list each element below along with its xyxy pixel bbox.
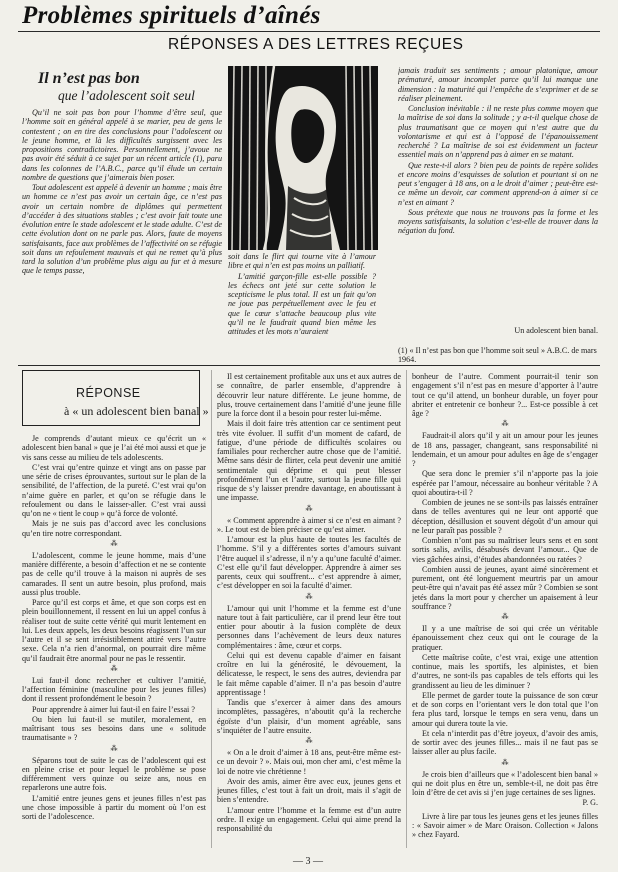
paragraph: Lui faut-il donc rechercher et cultiver l’amitié, l’affection féminine (masculine pour les jeunes filles) dont il ressent profondément le besoin ? — [22, 675, 206, 704]
section-separator: ⁂ — [110, 539, 118, 548]
section-separator: ⁂ — [501, 420, 509, 429]
paragraph: L’amitié garçon-fille est-elle possible ? les échecs ont jeté sur cette solution le scepticisme le plus total. Il est un fait qu’on ne joue pas perpétuellement avec le feu et que le cœur s’attache beaucoup plus vite qu’il ne le faudrait quand bien même les attitudes et les mots n’auraient — [228, 271, 376, 336]
reponse-column-3 — [412, 372, 598, 850]
paragraph: Que sera donc le premier s’il n’apporte pas la joie espérée par l’amour, nécessaire au bonheur véritable ? A quoi aboutira-t-il ? — [412, 469, 598, 497]
column-divider — [406, 370, 407, 848]
section-separator: ⁂ — [501, 613, 509, 621]
paragraph: L’amitié entre jeunes gens et jeunes filles n’est pas une chose impossible à partir du moment où l’on est sorti de l’adolescence. — [22, 793, 206, 821]
paragraph: Combien n’ont pas su maîtriser leurs sens et en sont sortis salis, avilis, désabusés devant l’amour... Que de vies gâchées ainsi, d’études abandonnées ou ratées ? — [412, 536, 598, 564]
paragraph: Avoir des amis, aimer être avec eux, jeunes gens et jeunes filles, c’est tout à fait un droit, mais il s’agit de bien s’entendre. — [217, 776, 401, 805]
letter-signature: Un adolescent bien banal. — [514, 326, 598, 335]
paragraph: C’est vrai qu’entre quinze et vingt ans on passe par une série de crises éprouvantes, surtout sur le plan de la sensibilité, de l’affection, de la pureté. C’est vrai qu’on n’aime guère en parler, et qu’on se réfugie dans le refoulement ou dans le laisser-aller. C’est vrai aussi qu’on ne « tient le coup » qu’à force de volonté. — [22, 462, 206, 518]
paragraph: Combien aussi de jeunes, ayant aimé sincèrement et purement, ont été longuement meurtris par un amour peut-être qui n’avait pas été assez mûr ? Combien se sont jetés dans la mort pour y chercher un apaisement à leur souffrance ? — [412, 564, 598, 611]
paragraph: Ou bien lui faut-il se mutiler, moralement, en maîtrisant tous ses besoins dans une « solitude traumatisante » ? — [22, 714, 206, 743]
paragraph: « Comment apprendre à aimer si ce n’est en aimant ? ». Le tout est de bien préciser ce qu’est aimer. — [217, 515, 401, 534]
paragraph: Mais il doit faire très attention car ce sentiment peut très vite évoluer. Il suffit d’un moment de cafard, de fatigue, d’une période de difficultés scolaires ou familiales pour rechercher autre chose que de l’amitié. Même sans désir de flirter, cela peut devenir une amitié sentimentale qui déprime et qui peut blesser profondément l’un et l’autre, surtout la jeune fille qui risque de s’y laisser prendre davantage, en aboutissant à une impasse. — [217, 419, 401, 503]
reponse-signature: P. G. — [582, 798, 598, 808]
letter-column-1 — [22, 108, 222, 360]
reading-recommendation: Livre à lire par tous les jeunes gens et les jeunes filles : « Savoir aimer » de Marc Oraison. Collection « Jalons » chez Fayard. — [412, 811, 598, 839]
section-separator: ⁂ — [305, 737, 313, 745]
paragraph: Tout adolescent est appelé à devenir un homme ; mais être un homme ce n’est pas avoir un certain âge, ce n’est pas avoir un certain nombre de diplômes qui permettent d’accéder à des situations stables ; c’est avoir fait toute une évolution entre le stade adolescent et le stade adulte. C’est de cette évolution dont on ne parle pas. Alors, faute de moyens satisfaisants, face aux problèmes de l’affectivité on se réfugie soit dans un refoulement mauvais et qui ne remet qu’à plus tard la solution d’un problème plus aigu au fur et à mesure que le temps passe, — [22, 183, 222, 276]
paragraph: Combien de jeunes ne se sont-ils pas laissés entraîner dans de telles aventures qui ne leur ont apporté que déception, désillusion et souvent dégoût d’un amour qui ne leur paraît pas possible ? — [412, 498, 598, 535]
woodcut-illustration — [228, 66, 378, 250]
column-divider — [211, 370, 212, 848]
paragraph: L’amour est la plus haute de toutes les facultés de l’homme. S’il y a différentes sortes d’amours suivant l’être auquel il s’adresse, il n’y a qu’une faculté d’aimer. C’est elle qu’il faut développer. Apprendre à aimer ses parents, ceux qui souffrent... c’est apprendre à aimer, c’est développer en soi la faculté d’aimer. — [217, 535, 401, 591]
letter-column-3 — [398, 66, 598, 312]
letter-headline-2: que l’adolescent soit seul — [58, 88, 195, 103]
paragraph: « On a le droit d’aimer à 18 ans, peut-être même est-ce un devoir ? ». Mais oui, mon cher ami, c’est même la loi de notre vie chrétienne ! — [217, 748, 401, 776]
paragraph: L’amour entre l’homme et la femme est d’un autre ordre. Il exige un engagement. Celui qui aime prend la responsabilité du — [217, 805, 401, 833]
paragraph: Et cela n’interdit pas d’être joyeux, d’avoir des amis, de sortir avec des jeunes filles... mais il ne faut pas se laisser aller au plus facile. — [412, 728, 598, 757]
paragraph: Il est certainement profitable aux uns et aux autres de se connaître, de parler ensemble, d’apprendre à découvrir leur nature différente. Le jeune homme, de plus, trouve certainement dans l’amitié d’une jeune fille pure la force dont il a besoin pour rester lui-même. — [217, 372, 401, 418]
paragraph: Celui qui est devenu capable d’aimer en faisant croître en lui la générosité, le dévouement, la délicatesse, le respect, le sens des autres, deviendra par le fait même capable d’aimer. Il n’a pas besoin d’autre apprentissage ! — [217, 650, 401, 697]
paragraph: Je crois bien d’ailleurs que « l’adolescent bien banal » qui ne doit plus en être un, semble-t-il, ne doit pas être loin d’être de cet avis si j’en juge certaines de ses lignes. — [412, 769, 598, 797]
letter-headline: Il n’est pas bon — [38, 70, 140, 87]
reponse-column-1 — [22, 434, 206, 850]
paragraph: Elle permet de garder toute la puissance de son cœur et de son corps en l’orientant vers le don total que l’on fera plus tard, lorsque le temps en sera venu, dans un amour qui durera toute la vie. — [412, 690, 598, 728]
section-separator: ⁂ — [501, 758, 509, 767]
page-title: Problèmes spirituels d’aînés — [22, 2, 321, 29]
paragraph: Parce qu’il est corps et âme, et que son corps est en plein bouillonnement, il ressent en lui un appel confus à réaliser tout de suite cette vérité qui murit lentement en lui. Les deux appels, les deux besoins réagissent l’un sur l’autre et il se sent irrésistiblement attiré vers l’autre sexe. Cela n’a rien d’anormal, on pourrait dire même qu’il faudrait être anormal pour ne pas le ressentir. — [22, 598, 206, 663]
paragraph: Cette maîtrise coûte, c’est vrai, exige une attention continue, mais les sportifs, les alpinistes, et bien d’autres, ne sont-ils pas capables de tels efforts qui les grandissent au lieu de les diminuer ? — [412, 652, 598, 690]
paragraph: Il y a une maîtrise de soi qui crée un véritable épanouissement chez ceux qui ont le courage de la pratiquer. — [412, 624, 598, 652]
paragraph: L’adolescent, comme le jeune homme, mais d’une manière différente, a besoin d’affection et ne se contente pas de celle qu’il trouve à la maison ni auprès de ses camarades. Il sent un autre besoin, plus profond, mais aussi plus trouble. — [22, 550, 206, 597]
paragraph: Je comprends d’autant mieux ce qu’écrit un « adolescent bien banal » que je l’ai été moi aussi et que je vis sans cesse au milieu de tels adolescents. — [22, 434, 206, 462]
header-rule — [18, 31, 600, 32]
paragraph: Séparons tout de suite le cas de l’adolescent qui est en pleine crise et pour lequel le problème se pose différemment vers quinze ou seize ans, nous en reparlerons une autre fois. — [22, 755, 206, 793]
section-separator: ⁂ — [110, 744, 118, 753]
paragraph: bonheur de l’autre. Comment pourrait-il tenir son engagement s’il n’est pas en mesure d’apporter à l’autre tout ce qu’il attend, un bonheur durable, un foyer pour abriter et entretenir ce bonheur ?... Est-ce possible à cet âge ? — [412, 372, 598, 418]
reponse-subtitle: à « un adolescent bien banal » — [64, 404, 209, 418]
reponse-column-2 — [217, 372, 401, 850]
section-separator: ⁂ — [305, 592, 313, 601]
paragraph: Conclusion inévitable : il ne reste plus comme moyen que la maîtrise de soi dans la solitude ; y a-t-il quelque chose de plus traumatisant que ce moyen qui n’est autre que du volontarisme et qui est à l’opposé de l’épanouissement recherché ? La maîtrise de soi est évidemment un facteur essentiel mais on n’apprend pas à aimer en se matant. — [398, 104, 598, 160]
paragraph: soit dans le flirt qui tourne vite à l’amour libre et qui n’en est pas moins un palliatif. — [228, 252, 376, 271]
paragraph: jamais traduit ses sentiments ; amour platonique, amour prématuré, amour incomplet parce qu’il lui manque une dimension : la maturité qui l’empêche de s’exprimer et de se réaliser pleinement. — [398, 66, 598, 103]
page-subtitle: RÉPONSES A DES LETTRES REÇUES — [168, 36, 464, 53]
paragraph: Tandis que s’exercer à aimer dans des amours incomplètes, passagères, n’aboutit qu’à la recherche égoïste d’un plaisir, d’un moment agréable, sans s’inquiéter de l’autre ensuite. — [217, 698, 401, 735]
paragraph: Qu’il ne soit pas bon pour l’homme d’être seul, que l’homme soit en général appelé à se marier, peu de gens le contestent ; on en tire des conclusions pour l’adolescent ou le jeune homme, et là les difficultés surgissent avec les propositions contradictoires. Personnellement, j’avoue ne pas avoir été séduit à ce sujet par un récent article (1), paru dans les colonnes de l’A.B.C., parce qu’il élude un certain nombre de questions que j’aimerais bien poser. — [22, 108, 222, 182]
paragraph: Mais je ne suis pas d’accord avec les conclusions qu’en tire notre correspondant. — [22, 519, 206, 538]
section-separator: ⁂ — [305, 504, 313, 513]
paragraph: Que reste-t-il alors ? bien peu de points de repère solides et encore moins d’esquisses de solution et pourtant si on ne peut s’engager à 18 ans, on a le droit d’aimer ; peut-être est-ce même un devoir, car comment apprend-on à aimer si ce n’est en aimant ? — [398, 160, 598, 207]
section-separator: ⁂ — [110, 664, 118, 673]
page-number: — 3 — — [293, 856, 323, 867]
section-rule — [18, 365, 600, 366]
paragraph: L’amour qui unit l’homme et la femme est d’une nature tout à fait particulière, car il prend leur être tout entier pour aboutir à la fusion complète de deux personnes dans l’achèvement de leurs deux natures complémentaires : âme, cœur et corps. — [217, 603, 401, 650]
reponse-title: RÉPONSE — [76, 386, 141, 400]
letter-footnote: (1) « Il n’est pas bon que l’homme soit seul » A.B.C. de mars 1964. — [398, 346, 597, 365]
letter-column-2 — [228, 252, 376, 360]
paragraph: Pour apprendre à aimer lui faut-il en faire l’essai ? — [32, 704, 195, 714]
paragraph: Faudrait-il alors qu’il y ait un amour pour les jeunes de 18 ans, passager, changeant, sans responsabilité ni lendemain, et un amour pour adultes en âge de s’engager ? — [412, 431, 598, 468]
paragraph: Sous prétexte que nous ne trouvons pas la forme et les moyens satisfaisants, la solution c’est-elle de trouver dans la négation du fond. — [398, 207, 598, 236]
